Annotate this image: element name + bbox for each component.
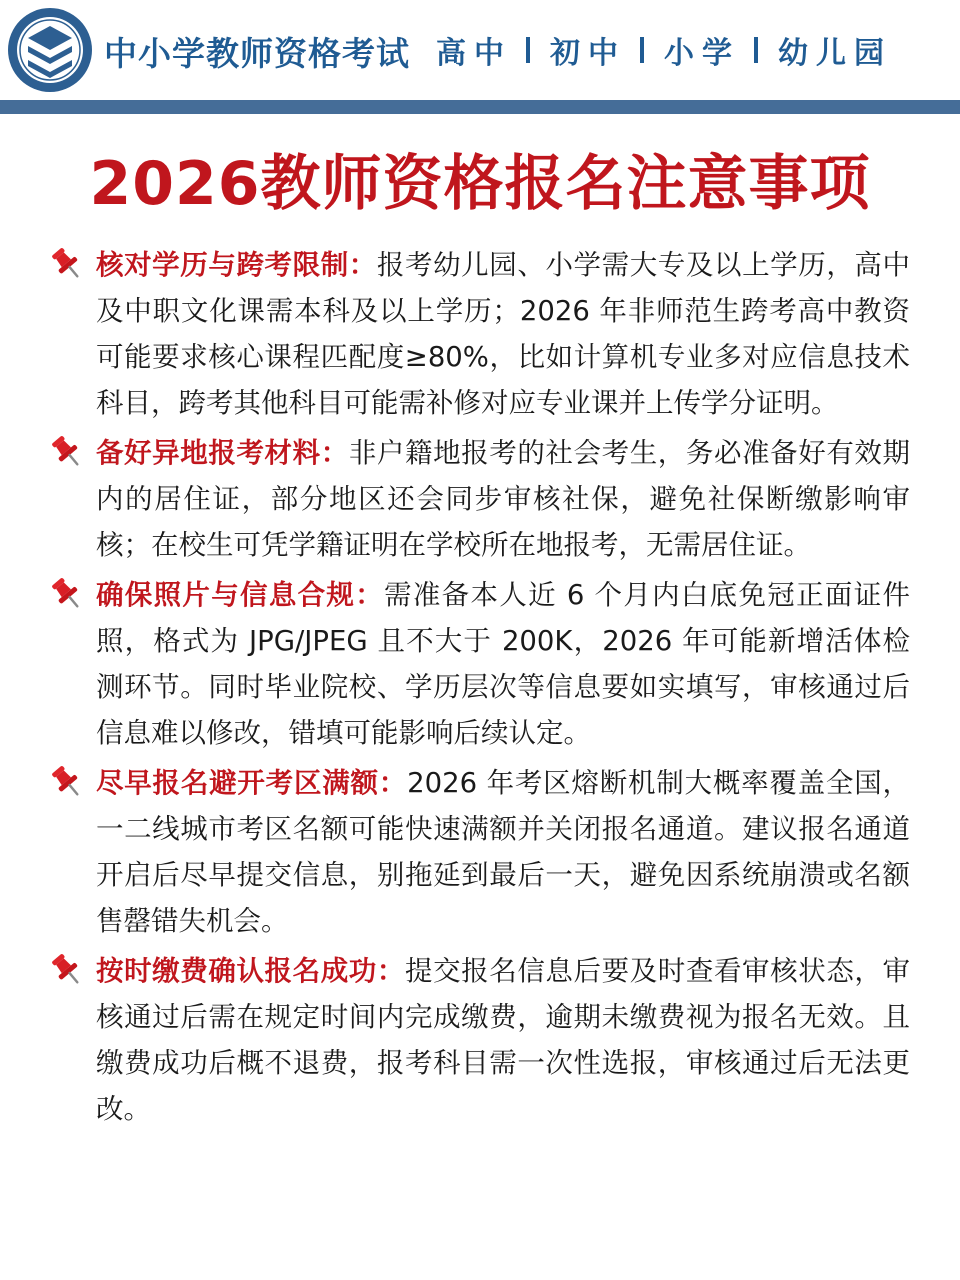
pushpin-icon xyxy=(50,246,84,282)
item-heading: 确保照片与信息合规： xyxy=(96,579,385,611)
level-nav xyxy=(436,28,892,72)
brand-title: 中小学教师资格考试 xyxy=(104,34,410,73)
pushpin-icon xyxy=(50,764,84,800)
pushpin-icon xyxy=(50,576,84,612)
page-header xyxy=(0,0,960,100)
item-text: 2026 年考区熔断机制大概率覆盖全国，一二线城市考区名额可能快速满额并关闭报名通道。建议报名通道开启后尽早提交信息，别拖延到最后一天，避免因系统崩溃或名额售罄错失机会。 xyxy=(96,767,910,937)
item-heading: 尽早报名避开考区满额： xyxy=(96,767,408,799)
item-heading: 核对学历与跨考限制： xyxy=(96,249,377,281)
level-kindergarten: 幼儿园 xyxy=(778,36,892,71)
list-item xyxy=(0,430,960,568)
item-paragraph xyxy=(96,760,910,944)
separator xyxy=(640,37,644,63)
pushpin-icon xyxy=(50,952,84,988)
item-heading: 按时缴费确认报名成功： xyxy=(96,955,405,987)
level-primary-school: 小学 xyxy=(664,36,740,71)
separator xyxy=(526,37,530,63)
notice-list xyxy=(0,242,960,1136)
separator xyxy=(754,37,758,63)
item-heading: 备好异地报考材料： xyxy=(96,437,349,469)
list-item xyxy=(0,760,960,944)
level-high-school: 高中 xyxy=(436,36,512,71)
list-item xyxy=(0,572,960,756)
list-item xyxy=(0,948,960,1132)
exam-logo-icon xyxy=(6,6,94,94)
level-middle-school: 初中 xyxy=(550,36,626,71)
item-text: 非户籍地报考的社会考生，务必准备好有效期内的居住证，部分地区还会同步审核社保，避免社保断缴影响审核；在校生可凭学籍证明在学校所在地报考，无需居住证。 xyxy=(96,437,911,561)
pushpin-icon xyxy=(50,434,84,470)
item-paragraph xyxy=(96,242,910,426)
item-text: 报考幼儿园、小学需大专及以上学历，高中及中职文化课需本科及以上学历；2026 年非师范生跨考高中教资可能要求核心课程匹配度≥80%，比如计算机专业多对应信息技术科目，跨考其他科目可能需补修对应专业课并上传学分证明。 xyxy=(96,249,911,419)
item-text: 提交报名信息后要及时查看审核状态，审核通过后需在规定时间内完成缴费，逾期未缴费视为报名无效。且缴费成功后概不退费，报考科目需一次性选报，审核通过后无法更改。 xyxy=(96,955,911,1125)
item-text: 需准备本人近 6 个月内白底免冠正面证件照，格式为 JPG/JPEG 且不大于 200K，2026 年可能新增活体检测环节。同时毕业院校、学历层次等信息要如实填写，审核通过后信息难以修改，错填可能影响后续认定。 xyxy=(96,579,910,749)
item-paragraph xyxy=(96,572,910,756)
item-paragraph xyxy=(96,430,910,568)
item-paragraph xyxy=(96,948,910,1132)
header-divider-bar xyxy=(0,100,960,114)
page-title: 2026教师资格报名注意事项 xyxy=(89,149,871,219)
list-item xyxy=(0,242,960,426)
